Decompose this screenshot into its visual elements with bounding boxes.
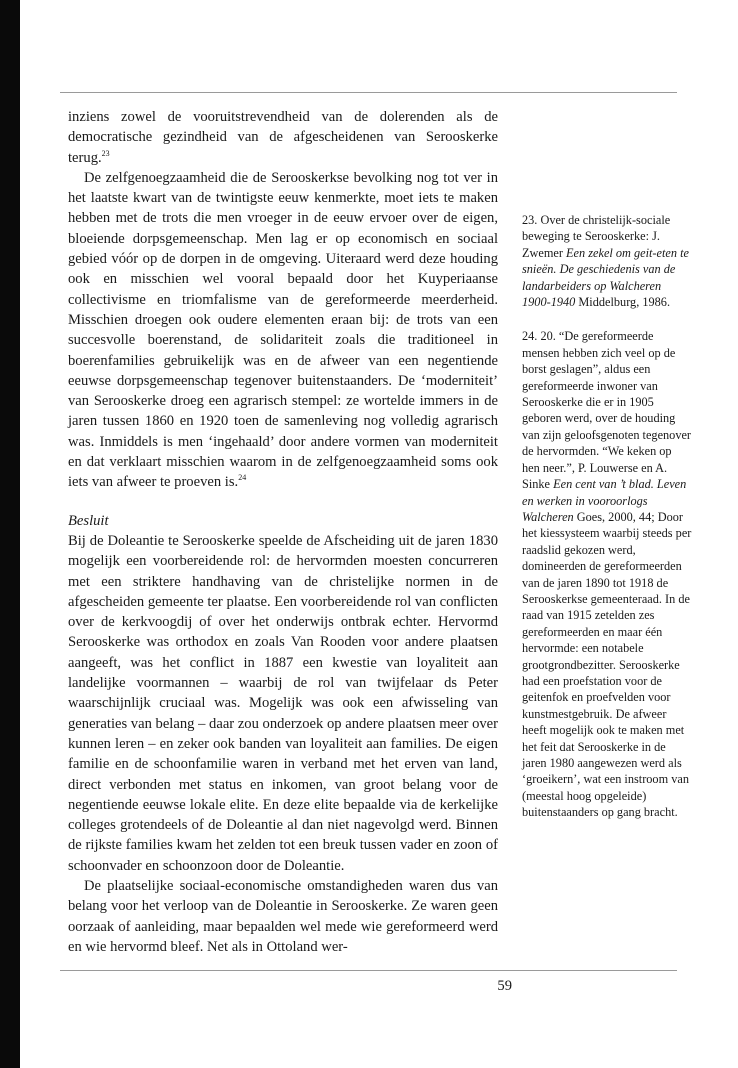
scan-edge-bar: [0, 0, 20, 1068]
page-number: 59: [497, 978, 512, 994]
section-spacer: [68, 493, 498, 511]
footnote-24-tail: Goes, 2000, 44; Door het kiessysteem waarbij steeds per raadslid gekozen werd, domineerden de gereformeerden van de jaren 1890 tot 1918 de Serooskerkse gemeenteraad. In de raad van 1915 zetelden zes gereformeerden en maar één hervormde: een notabele grootgrondbezitter. Serooskerke had een proefstation voor de geitenfok en proefvelden voor kunstmestgebruik. De afweer heeft mogelijk ook te maken met het feit dat Serooskerke in de jaren 1980 aangewezen werd als ‘groeikern’, wat een instroom van (meestal hoog opgeleide) buitenstaanders op gang bracht.: [522, 509, 692, 820]
paragraph-2: [68, 168, 498, 493]
footnote-24-lead: 24. 20. “De gereformeerde mensen hebben zich veel op de borst geslagen”, aldus een gereformeerde inwoner van Serooskerke die er in 1905 geboren werd, over de houding van zijn geloofsgenoten tegenover de hervormden. “We keken op hen neer.”, P. Louwerse en A. Sinke: [522, 329, 692, 492]
main-text-column: [68, 107, 498, 957]
footnote-24-title: Een cent van ’t blad. Leven en werken in vooroorlogs Walcheren: [522, 477, 687, 524]
footnote-24: [522, 328, 692, 820]
footnote-ref-23: 23: [101, 148, 110, 158]
paragraph-1-text: inziens zowel de vooruitstrevendheid van de dolerenden als de democratische gezindheid van de afgescheidenen van Serooskerke terug.: [68, 109, 498, 166]
footnote-spacer: [522, 310, 692, 328]
paragraph-3: Bij de Doleantie te Serooskerke speelde de Afscheiding uit de jaren 1830 mogelijk een voorbereidende rol: de hervormden moesten concurreren met een striktere handhaving van de christelijke normen in de afgescheiden gemeente ter plaatse. Een voorbereidende rol van conflicten over de kerkvoogdij of over het onderwijs ontbrak echter. Hervormd Serooskerke was orthodox en zoals Van Rooden voor andere plaatsen aangeeft, was het conflict in 1887 een kwestie van loyaliteit aan landelijke voormannen – waarbij de rol van twijfelaar ds Peter waarschijnlijk cruciaal was. Mogelijk was ook een afwisseling van generaties van belang – daar zou onderzoek op andere plaatsen meer over kunnen leren – en zeker ook banden van loyaliteit aan families. De eigen familie en de schoonfamilie waren in verband met het erven van land, direct verbonden met status en inkomen, van groot belang voor de negentiende eeuwse lokale elite. En deze elite bepaalde via de kerkelijke colleges grotendeels of de Doleantie al dan niet nagevolgd werd. Binnen de rijkste families kwam het zelden tot een breuk tussen vader en zoon of schoonvader en schoonzoon door de Doleantie.: [68, 532, 498, 874]
footnote-23-lead: 23. Over de christelijk-sociale beweging te Serooskerke: J. Zwemer: [522, 213, 671, 260]
top-rule: [60, 92, 677, 93]
footnote-23: [522, 212, 692, 310]
footnote-column: [522, 212, 692, 821]
paragraph-2-text: De zelfgenoegzaamheid die de Serooskerkse bevolking nog tot ver in het laatste kwart van de twintigste eeuw kenmerkte, moet iets te maken hebben met de trots die men vroeger in de eeuw ervoer over de eigen, bloeiende dorpsgemeenschap. Men lag er op economisch en sociaal gebied vóór op de dorpen in de omgeving. Uiteraard werd deze houding ook en misschien wel vooral bepaald door het Kuyperiaanse collectivisme en triomfalisme van de gereformeerde meerderheid. Misschien droegen ook oudere elementen eraan bij: de trots van een succesvolle boerenstand, de solidariteit zoals die traditioneel in boerenfamilies gebruikelijk was en de afweer van een negentiende eeuwse dorpsgemeenschap tegenover buitenstaanders. De ‘moderniteit’ van Serooskerke droeg een agrarisch stempel: ze wortelde immers in de jaren tussen 1860 en 1920 toen de samenleving nog volledig agrarisch was. Inmiddels is men ‘ingehaald’ door andere vormen van moderniteit en dat verklaart misschien waarom in de zelfgenoegzaamheid soms ook iets van afweer te proeven is.: [68, 169, 498, 491]
footnote-23-tail: Middelburg, 1986.: [575, 295, 671, 310]
paragraph-continuation: [68, 107, 498, 168]
paragraph-4: De plaatselijke sociaal-economische omstandigheden waren dus van belang voor het verloop van de Doleantie in Serooskerke. Ze waren geen oorzaak of aanleiding, maar bepaalden wel mede wie gereformeerd werd en wie hervormd bleef. Net als in Ottoland wer-: [68, 877, 498, 955]
section-heading: Besluit: [68, 512, 109, 529]
footnote-23-title: Een zekel om geit-eten te snieën. De geschiedenis van de landarbeiders op Walcheren 1900-1940: [522, 245, 689, 310]
bottom-rule: [60, 970, 677, 971]
footnote-ref-24: 24: [238, 473, 247, 483]
